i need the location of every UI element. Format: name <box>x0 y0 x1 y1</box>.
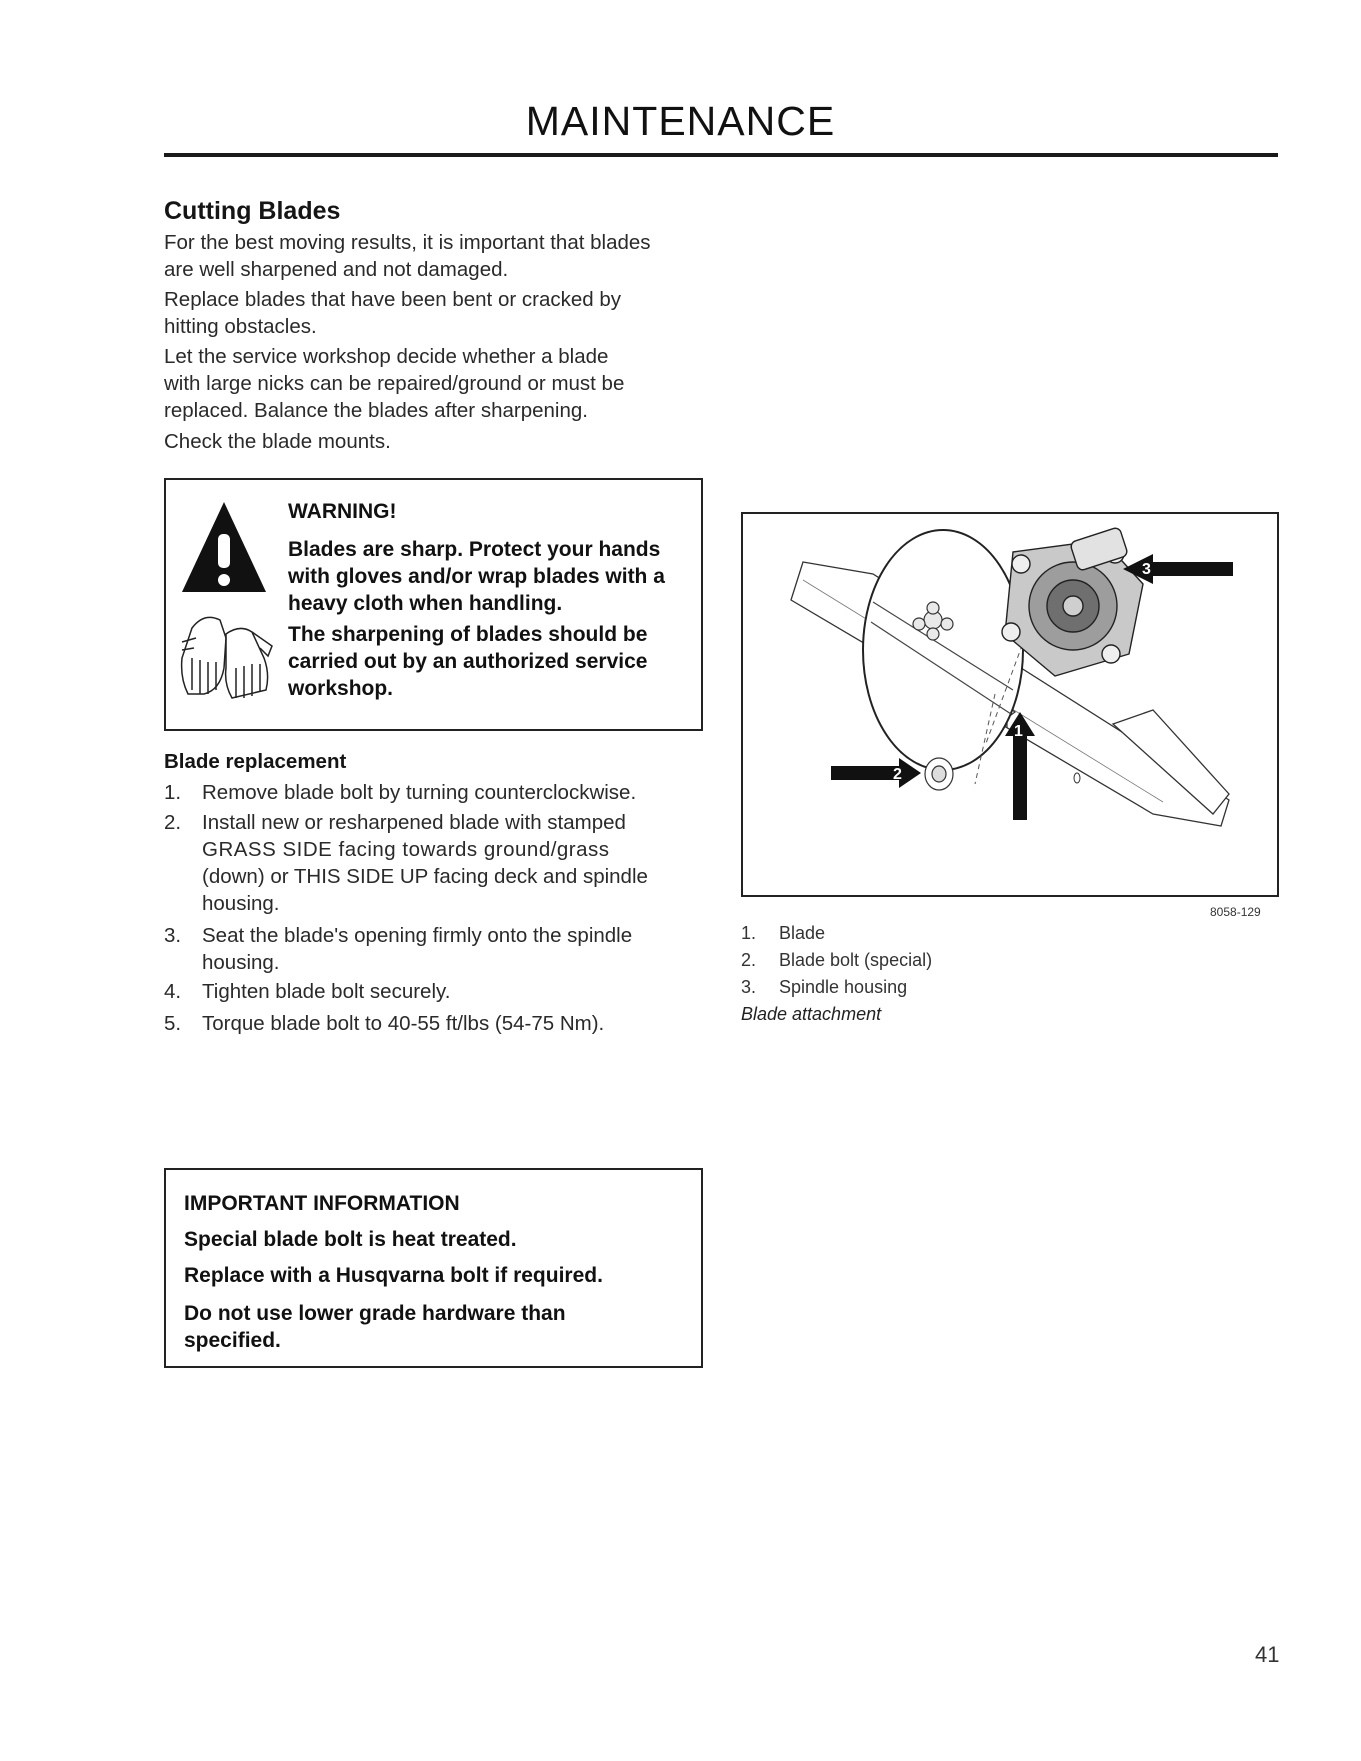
page-number: 41 <box>1255 1642 1280 1667</box>
warning-text-sharpening: The sharpening of blades should be carried out by an authorized service workshop. <box>288 623 648 700</box>
legend-item: 2. Blade bolt (special) <box>741 950 933 970</box>
paragraph-best-results: For the best moving results, it is important that blades are well sharpened and not damaged. <box>164 231 651 281</box>
page-header: MAINTENANCE <box>525 98 836 144</box>
warning-text-protect-hands: Blades are sharp. Protect your hands with gloves and/or wrap blades with a heavy cloth when handling. <box>288 538 665 615</box>
step-item: 2. Install new or resharpened blade with stamped GRASS SIDE facing towards ground/grass (down) or THIS SIDE UP facing deck and spindle housing. <box>164 811 648 915</box>
legend-item: 3. Spindle housing <box>741 977 908 997</box>
paragraph-check-mounts: Check the blade mounts. <box>164 430 391 453</box>
important-info-box <box>164 1168 703 1368</box>
blade-attachment-figure <box>741 512 1279 897</box>
important-text-husqvarna-bolt: Replace with a Husqvarna bolt if required. <box>184 1264 603 1287</box>
warning-box <box>164 478 703 731</box>
svg-text:1: 1 <box>1014 723 1023 740</box>
section-title: Cutting Blades <box>164 197 341 225</box>
warning-triangle-icon <box>180 500 268 594</box>
warning-heading: WARNING! <box>288 500 397 523</box>
step-item: 4. Tighten blade bolt securely. <box>164 980 451 1003</box>
paragraph-service-workshop: Let the service workshop decide whether a blade with large nicks can be repaired/ground or must be replaced. Balance the blades after sharpening. <box>164 345 625 422</box>
callout-2-arrow <box>831 758 921 788</box>
header-rule <box>164 153 1278 157</box>
step-item: 3. Seat the blade's opening firmly onto the spindle housing. <box>164 924 633 974</box>
figure-code: 8058-129 <box>1210 905 1261 919</box>
paragraph-replace-blades: Replace blades that have been bent or cracked by hitting obstacles. <box>164 288 621 338</box>
svg-text:3: 3 <box>1142 561 1151 578</box>
important-text-heat-treated: Special blade bolt is heat treated. <box>184 1228 517 1251</box>
blade-replacement-title: Blade replacement <box>164 750 347 773</box>
svg-text:2: 2 <box>893 766 902 783</box>
legend-item: 1. Blade <box>741 923 826 943</box>
important-heading: IMPORTANT INFORMATION <box>184 1192 460 1215</box>
gloves-icon <box>174 598 278 708</box>
step-item: 5. Torque blade bolt to 40-55 ft/lbs (54-75 Nm). <box>164 1012 605 1035</box>
important-text-hardware: Do not use lower grade hardware than specified. <box>184 1302 566 1352</box>
figure-caption: Blade attachment <box>741 1004 882 1024</box>
step-item: 1. Remove blade bolt by turning counterclockwise. <box>164 781 637 804</box>
blade-attachment-illustration <box>743 514 1277 895</box>
